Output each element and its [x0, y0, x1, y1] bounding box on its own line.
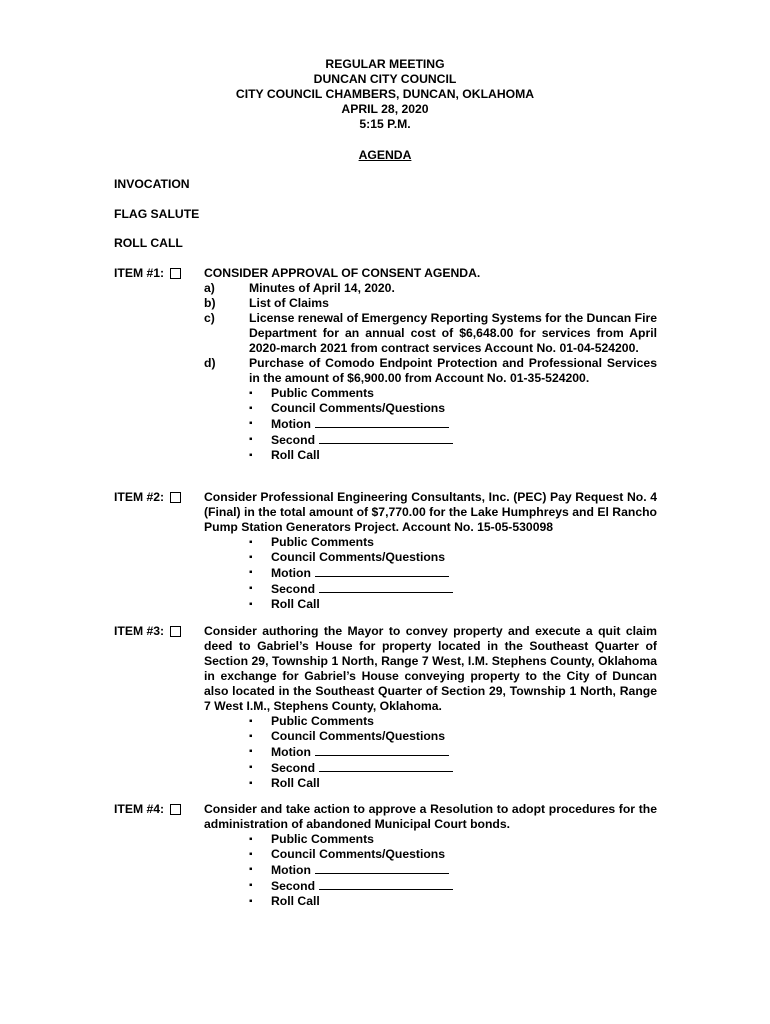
bullet-label: Second	[271, 582, 316, 596]
bullet-label: Motion	[271, 566, 311, 580]
motion-blank-line[interactable]	[315, 862, 449, 874]
bullet-icon: ▪	[249, 567, 253, 578]
sub-text: List of Claims	[249, 296, 329, 310]
invocation-heading: INVOCATION	[114, 177, 190, 191]
bullet-icon: ▪	[249, 599, 253, 610]
bullet-icon: ▪	[249, 716, 253, 727]
item-3-label-row	[114, 624, 181, 638]
bullet-label: Council Comments/Questions	[271, 550, 446, 564]
second-bullet	[249, 581, 657, 597]
item-4-label-row	[114, 802, 181, 816]
roll-call-bullet	[249, 448, 657, 463]
public-comments-bullet	[249, 386, 657, 401]
item-1-sub-c	[204, 311, 657, 356]
item-4-checkbox[interactable]	[170, 804, 181, 815]
bullet-label: Second	[271, 761, 316, 775]
item-1-sub-d	[204, 356, 657, 386]
second-blank-line[interactable]	[319, 760, 453, 772]
bullet-icon: ▪	[249, 403, 253, 414]
motion-bullet	[249, 416, 657, 432]
second-bullet	[249, 760, 657, 776]
roll-call-heading: ROLL CALL	[114, 236, 183, 250]
sub-letter: a)	[204, 281, 215, 295]
bullet-label: Motion	[271, 417, 311, 431]
roll-call-bullet	[249, 597, 657, 612]
bullet-label: Motion	[271, 745, 311, 759]
bullet-icon: ▪	[249, 552, 253, 563]
bullet-icon: ▪	[249, 583, 253, 594]
motion-blank-line[interactable]	[315, 744, 449, 756]
motion-blank-line[interactable]	[315, 416, 449, 428]
bullet-icon: ▪	[249, 746, 253, 757]
council-comments-bullet	[249, 847, 657, 862]
council-comments-bullet	[249, 550, 657, 565]
bullet-label: Roll Call	[271, 448, 320, 462]
bullet-label: Roll Call	[271, 776, 320, 790]
item-3-label: ITEM #3:	[114, 624, 165, 638]
item-1-sub-a	[204, 281, 657, 296]
header-line-meeting-type: REGULAR MEETING	[325, 57, 445, 71]
meeting-header	[0, 57, 770, 132]
item-2-label: ITEM #2:	[114, 490, 165, 504]
second-bullet	[249, 878, 657, 894]
bullet-label: Public Comments	[271, 832, 374, 846]
bullet-label: Public Comments	[271, 535, 374, 549]
item-1-checkbox[interactable]	[170, 268, 181, 279]
flag-salute-heading: FLAG SALUTE	[114, 207, 200, 221]
bullet-label: Council Comments/Questions	[271, 401, 446, 415]
bullet-label: Motion	[271, 863, 311, 877]
council-comments-bullet	[249, 729, 657, 744]
bullet-label: Roll Call	[271, 597, 320, 611]
bullet-label: Second	[271, 433, 316, 447]
item-2-label-row	[114, 490, 181, 504]
agenda-title: AGENDA	[358, 148, 412, 162]
item-3-body	[204, 624, 657, 791]
roll-call-bullet	[249, 776, 657, 791]
bullet-icon: ▪	[249, 896, 253, 907]
item-1-sub-b	[204, 296, 657, 311]
bullet-icon: ▪	[249, 834, 253, 845]
item-4-body	[204, 802, 657, 909]
item-1-actions	[204, 386, 657, 463]
item-1-label-row	[114, 266, 181, 280]
item-1-body	[204, 266, 657, 463]
second-blank-line[interactable]	[319, 432, 453, 444]
item-4-actions	[204, 832, 657, 909]
sub-letter: d)	[204, 356, 216, 370]
bullet-icon: ▪	[249, 418, 253, 429]
bullet-icon: ▪	[249, 388, 253, 399]
motion-blank-line[interactable]	[315, 565, 449, 577]
sub-letter: c)	[204, 311, 215, 325]
item-2-actions	[204, 535, 657, 612]
public-comments-bullet	[249, 535, 657, 550]
item-2-text: Consider Professional Engineering Consultants, Inc. (PEC) Pay Request No. 4 (Final) in the total amount of $7,770.00 for the Lake Humphreys and El Rancho Pump Station Generators Project. Account No. 15-05-530098	[204, 490, 657, 534]
bullet-icon: ▪	[249, 778, 253, 789]
roll-call-bullet	[249, 894, 657, 909]
second-blank-line[interactable]	[319, 878, 453, 890]
bullet-icon: ▪	[249, 537, 253, 548]
item-3-checkbox[interactable]	[170, 626, 181, 637]
bullet-icon: ▪	[249, 450, 253, 461]
sub-text: Minutes of April 14, 2020.	[249, 281, 395, 295]
bullet-icon: ▪	[249, 434, 253, 445]
second-blank-line[interactable]	[319, 581, 453, 593]
bullet-label: Council Comments/Questions	[271, 847, 446, 861]
motion-bullet	[249, 744, 657, 760]
motion-bullet	[249, 862, 657, 878]
header-line-date: APRIL 28, 2020	[341, 102, 429, 116]
bullet-icon: ▪	[249, 762, 253, 773]
header-line-council: DUNCAN CITY COUNCIL	[313, 72, 457, 86]
item-4-label: ITEM #4:	[114, 802, 165, 816]
bullet-icon: ▪	[249, 731, 253, 742]
item-3-text: Consider authoring the Mayor to convey property and execute a quit claim deed to Gabriel’s House for property located in the Southeast Quarter of Section 29, Township 1 North, Range 7 West, I.M. Stephens County, Oklahoma in exchange for Gabriel’s House conveying property to the City of Duncan also located in the Southeast Quarter of Section 29, Township 1 North, Range 7 West I.M., Stephens County, Oklahoma.	[204, 624, 657, 713]
item-1-label: ITEM #1:	[114, 266, 165, 280]
header-line-location: CITY COUNCIL CHAMBERS, DUNCAN, OKLAHOMA	[235, 87, 535, 101]
item-1-title: CONSIDER APPROVAL OF CONSENT AGENDA.	[204, 266, 481, 280]
bullet-icon: ▪	[249, 880, 253, 891]
bullet-label: Roll Call	[271, 894, 320, 908]
bullet-icon: ▪	[249, 864, 253, 875]
header-line-time: 5:15 P.M.	[359, 117, 411, 131]
bullet-label: Public Comments	[271, 386, 374, 400]
second-bullet	[249, 432, 657, 448]
council-comments-bullet	[249, 401, 657, 416]
bullet-icon: ▪	[249, 849, 253, 860]
item-4-text: Consider and take action to approve a Resolution to adopt procedures for the administration of abandoned Municipal Court bonds.	[204, 802, 657, 831]
sub-text: Purchase of Comodo Endpoint Protection and Professional Services in the amount of $6,900.00 from Account No. 01-35-524200.	[249, 356, 657, 385]
item-2-body	[204, 490, 657, 612]
item-2-checkbox[interactable]	[170, 492, 181, 503]
motion-bullet	[249, 565, 657, 581]
bullet-label: Second	[271, 879, 316, 893]
public-comments-bullet	[249, 832, 657, 847]
public-comments-bullet	[249, 714, 657, 729]
bullet-label: Public Comments	[271, 714, 374, 728]
sub-text: License renewal of Emergency Reporting Systems for the Duncan Fire Department for an annual cost of $6,648.00 for services from April 2020-march 2021 from contract services Account No. 01-04-524200.	[249, 311, 657, 355]
item-3-actions	[204, 714, 657, 791]
bullet-label: Council Comments/Questions	[271, 729, 446, 743]
sub-letter: b)	[204, 296, 216, 310]
